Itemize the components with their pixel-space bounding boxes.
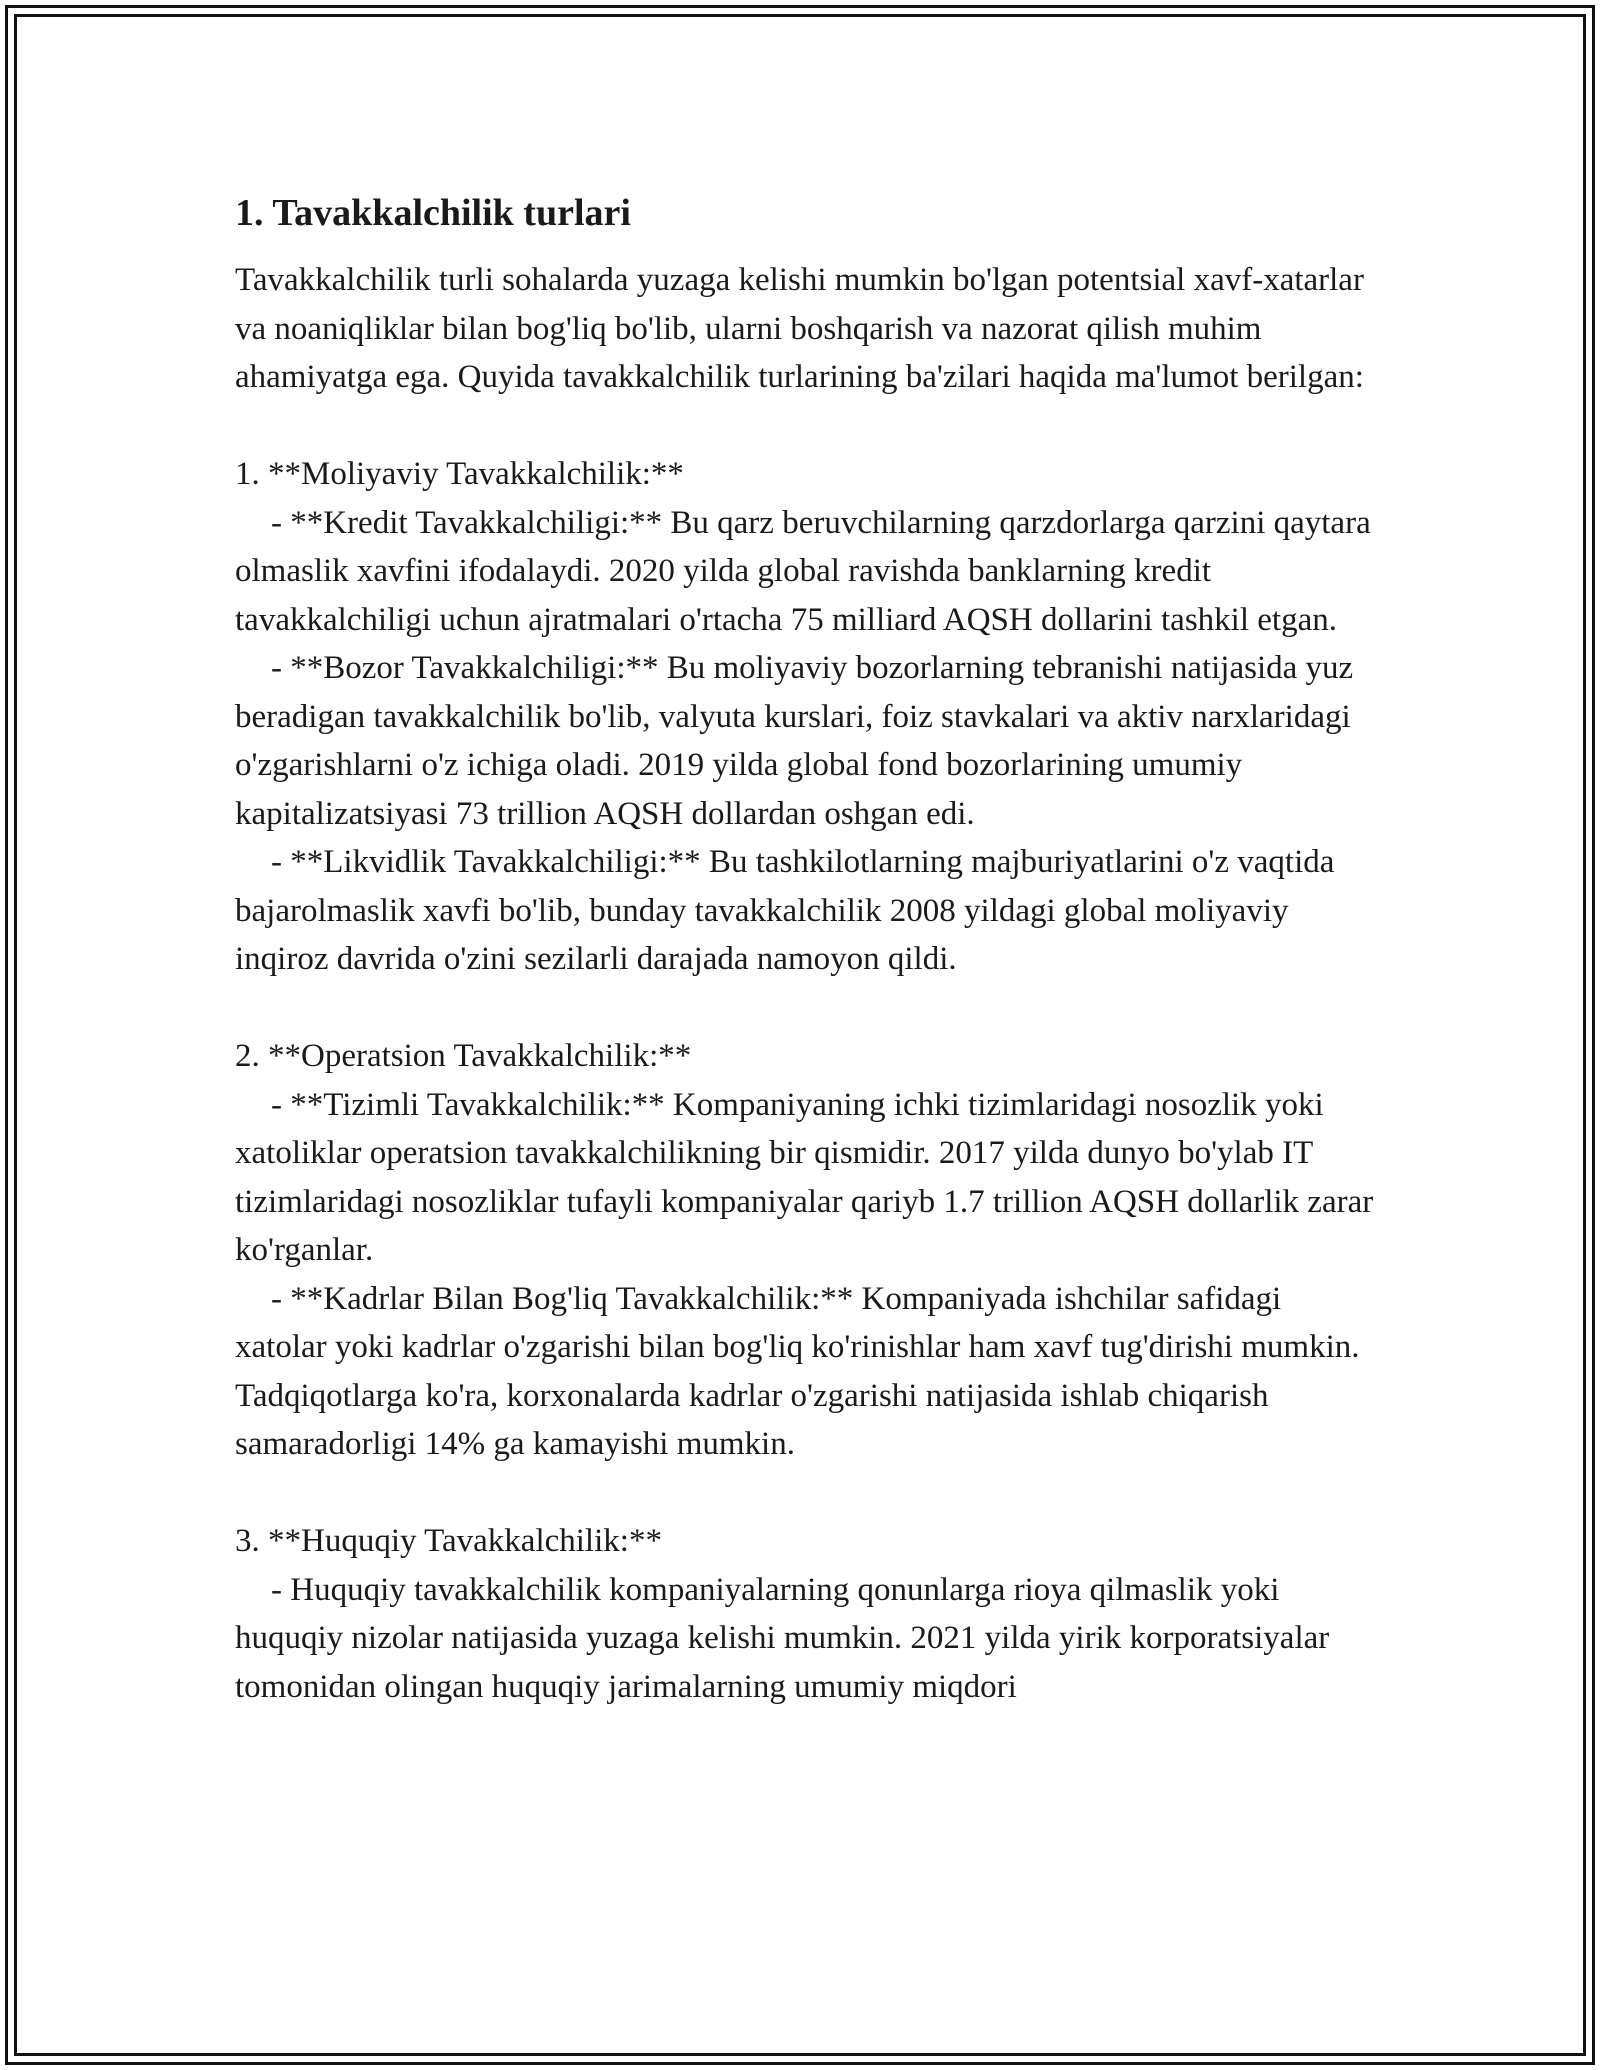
spacer [235,1469,1375,1518]
spacer [235,402,1375,451]
section-heading: 1. **Moliyaviy Tavakkalchilik:** [235,456,684,492]
list-item: - **Kredit Tavakkalchiligi:** Bu qarz beruvchilarning qarzdorlarga qarzini qaytara olmaslik xavfini ifodalaydi. 2020 yilda global ravishda banklarning kredit tavakkalchiligi uchun ajratmalari o'rtacha 75 milliard AQSH dollarini tashkil etgan. [235,504,1371,638]
section-legal [235,1517,1375,1711]
document-body [235,190,1375,1711]
section-heading: 2. **Operatsion Tavakkalchilik:** [235,1038,692,1074]
list-item: - **Bozor Tavakkalchiligi:** Bu moliyaviy bozorlarning tebranishi natijasida yuz beradigan tavakkalchilik bo'lib, valyuta kurslari, foiz stavkalari va aktiv narxlaridagi o'zgarishlarni o'z ichiga oladi. 2019 yilda global fond bozorlarining umumiy kapitalizatsiyasi 73 trillion AQSH dollardan oshgan edi. [235,650,1354,832]
intro-paragraph: Tavakkalchilik turli sohalarda yuzaga kelishi mumkin bo'lgan potentsial xavf-xatarlar va noaniqliklar bilan bog'liq bo'lib, ularni boshqarish va nazorat qilish muhim ahamiyatga ega. Quyida tavakkalchilik turlarining ba'zilari haqida ma'lumot berilgan: [235,262,1373,395]
list-item: - **Likvidlik Tavakkalchiligi:** Bu tashkilotlarning majburiyatlarini o'z vaqtida bajarolmaslik xavfi bo'lib, bunday tavakkalchilik 2008 yildagi global moliyaviy inqiroz davrida o'zini sezilarli darajada namoyon qildi. [235,844,1335,977]
document-title: 1. Tavakkalchilik turlari [235,192,631,234]
section-operational [235,1032,1375,1469]
section-heading: 3. **Huquqiy Tavakkalchilik:** [235,1523,662,1559]
list-item: - **Tizimli Tavakkalchilik:** Kompaniyaning ichki tizimlaridagi nosozlik yoki xatoliklar operatsion tavakkalchilikning bir qismidir. 2017 yilda dunyo bo'ylab IT tizimlaridagi nosozliklar tufayli kompaniyalar qariyb 1.7 trillion AQSH dollarlik zarar ko'rganlar. [235,1086,1374,1268]
spacer [235,984,1375,1033]
section-financial [235,450,1375,984]
list-item: - **Kadrlar Bilan Bog'liq Tavakkalchilik:** Kompaniyada ishchilar safidagi xatolar yoki kadrlar o'zgarishi bilan bog'liq ko'rinishlar ham xavf tug'dirishi mumkin. Tadqiqotlarga ko'ra, korxonalarda kadrlar o'zgarishi natijasida ishlab chiqarish samaradorligi 14% ga kamayishi mumkin. [235,1280,1360,1462]
list-item: - Huquqiy tavakkalchilik kompaniyalarning qonunlarga rioya qilmaslik yoki huquqiy nizolar natijasida yuzaga kelishi mumkin. 2021 yilda yirik korporatsiyalar tomonidan olingan huquqiy jarimalarning umumiy miqdori [235,1571,1330,1705]
